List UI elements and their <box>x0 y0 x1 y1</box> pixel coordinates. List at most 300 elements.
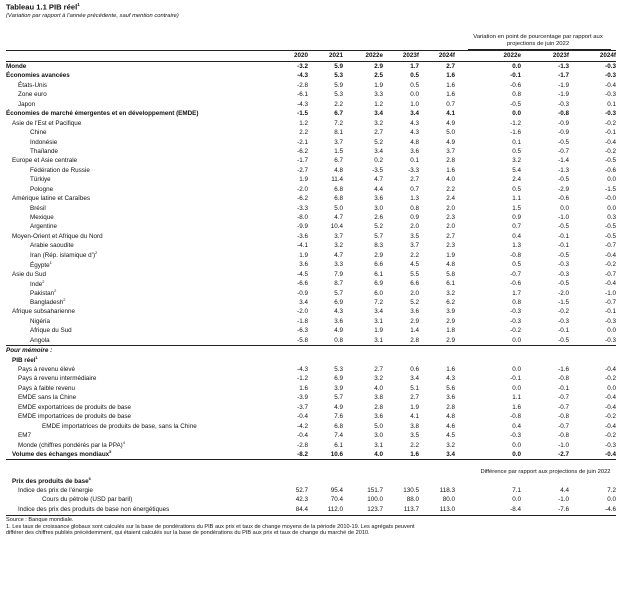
row-label <box>6 232 268 241</box>
value-cell: 3.9 <box>334 384 343 392</box>
value-cell: 2.2 <box>334 100 343 108</box>
diff-cell: 0.0 <box>512 384 521 392</box>
value-cell: 3.8 <box>410 422 419 430</box>
diff-cell: 0.4 <box>512 232 521 240</box>
row-label-text: Afrique du Sud <box>30 327 72 335</box>
diff-cell: -1.9 <box>558 91 569 99</box>
diff-cell: -0.6 <box>558 195 569 203</box>
value-cell: -1.8 <box>297 317 308 325</box>
diff-cell: -0.7 <box>605 242 616 250</box>
value-cell: -4.3 <box>297 100 308 108</box>
value-cell: -0.9 <box>297 289 308 297</box>
row-label <box>6 486 268 495</box>
value-cell: 1.6 <box>410 450 419 458</box>
row-label <box>6 260 268 269</box>
diff-cell: -0.2 <box>605 413 616 421</box>
row-label <box>6 166 268 175</box>
value-cell: 113.7 <box>403 505 419 513</box>
diff-cell: 0.5 <box>512 147 521 155</box>
value-cell: 5.0 <box>374 422 383 430</box>
table-row <box>6 270 616 279</box>
row-label-text: Indice des prix de l’énergie <box>18 486 93 494</box>
row-label-text: Monde (chiffres pondérés par la PPA) <box>18 442 123 450</box>
row-label <box>6 270 268 279</box>
value-cell: 3.2 <box>446 289 455 297</box>
value-cell: 5.0 <box>446 129 455 137</box>
diff-cell: -2.7 <box>558 450 569 458</box>
diff-cell: -0.8 <box>510 251 521 259</box>
value-cell: 4.8 <box>410 138 419 146</box>
value-cell: 5.7 <box>334 289 343 297</box>
value-cell: 1.6 <box>446 366 455 373</box>
value-cell: 3.7 <box>334 138 343 146</box>
value-cell: 4.6 <box>446 422 455 430</box>
diff-cell: 1.7 <box>512 289 521 297</box>
value-cell: 6.7 <box>334 110 343 118</box>
diff-cell: -1.0 <box>558 214 569 221</box>
table-row <box>6 166 616 175</box>
value-cell: 3.5 <box>410 432 419 440</box>
spacer <box>455 81 475 90</box>
value-cell: 2.9 <box>374 251 383 259</box>
value-cell: 5.3 <box>334 72 343 80</box>
table-row <box>6 505 616 514</box>
value-cell: 1.9 <box>374 327 383 335</box>
diff-cell: -2.0 <box>558 289 569 297</box>
footnote-1: 1. Les taux de croissance globaux sont calculés sur la base de pondérations du PIB aux prix et taux de change moyens de la période 2010-19. Les agrégats peuvent <box>6 523 415 530</box>
footnote-1-cont: différer des chiffres publiés précédemment, qui étaient calculés sur la base de pondérations du PIB aux prix et taux de change du marché de 2010. <box>6 530 370 537</box>
diff-cell: -0.3 <box>558 261 569 269</box>
diff-cell: 0.7 <box>512 223 521 231</box>
spacer <box>455 393 475 402</box>
value-cell: 4.1 <box>446 110 455 118</box>
row-label <box>6 431 268 440</box>
value-cell: 1.5 <box>334 147 343 155</box>
table-row <box>6 147 616 156</box>
value-cell: 5.8 <box>446 270 455 278</box>
diff-cell: -0.1 <box>558 242 569 250</box>
diff-cell: -1.2 <box>510 119 521 127</box>
value-cell: -2.1 <box>297 138 308 146</box>
value-cell: 3.1 <box>374 336 383 344</box>
value-cell: 0.7 <box>410 185 419 193</box>
diff-cell: 0.0 <box>512 336 521 344</box>
variation-underline <box>468 49 611 50</box>
diff-cell: -0.5 <box>558 223 569 231</box>
row-label-text: Amérique latine et Caraïbes <box>12 195 91 203</box>
year-header: 2022e <box>343 50 383 61</box>
spacer <box>455 147 475 156</box>
row-label <box>6 412 268 421</box>
diff-cell: -0.3 <box>605 441 616 449</box>
table-row <box>6 81 616 90</box>
value-cell: 5.1 <box>410 384 419 392</box>
row-label-text: Pologne <box>30 185 54 193</box>
value-cell: 4.0 <box>374 384 383 392</box>
table-row <box>6 251 616 260</box>
table-row <box>6 440 616 449</box>
value-cell: 8.3 <box>374 242 383 250</box>
value-cell: 4.8 <box>446 413 455 421</box>
value-cell: 42.3 <box>295 496 308 504</box>
value-cell: 4.9 <box>334 327 343 335</box>
table-row <box>6 307 616 316</box>
value-cell: 7.2 <box>374 298 383 306</box>
table-row <box>6 450 616 460</box>
value-cell: 1.3 <box>410 195 419 203</box>
row-label-text: Zone euro <box>18 91 47 99</box>
footnote-mark: 1 <box>49 260 52 265</box>
table-row <box>6 194 616 203</box>
diff-cell: -0.1 <box>605 308 616 316</box>
diff-cell: -0.6 <box>510 280 521 288</box>
value-cell: 2.6 <box>374 214 383 221</box>
row-label-text: EMDE importatrices de produits de base <box>18 413 132 421</box>
diff-cell: -0.5 <box>605 223 616 231</box>
value-cell: 2.9 <box>410 317 419 325</box>
diff-cell: 0.1 <box>512 138 521 146</box>
row-label <box>6 403 268 412</box>
value-cell: -6.2 <box>297 147 308 155</box>
row-label <box>6 317 268 326</box>
diff-header-row <box>6 460 616 477</box>
diff-cell: -0.5 <box>510 100 521 108</box>
row-label-text: Japon <box>18 100 36 108</box>
spacer <box>455 109 475 118</box>
value-cell: 3.4 <box>299 298 308 306</box>
value-cell: 2.2 <box>446 185 455 193</box>
row-label-text: EMDE importatrices de produits de base, sans la Chine <box>42 422 197 430</box>
value-cell: 3.4 <box>410 110 419 118</box>
diff-cell: -1.7 <box>558 72 569 80</box>
footnote-mark: 2 <box>54 288 57 293</box>
diff-cell: -0.3 <box>558 317 569 325</box>
table-row <box>6 365 616 374</box>
value-cell: -1.7 <box>297 157 308 165</box>
row-label <box>6 90 268 99</box>
row-label-text: Économies avancées <box>6 72 70 80</box>
table-row <box>6 61 616 71</box>
value-cell: 4.9 <box>446 138 455 146</box>
value-cell: -3.9 <box>297 394 308 402</box>
row-label <box>6 505 268 514</box>
diff-cell: 0.0 <box>560 204 569 212</box>
value-cell: -3.3 <box>408 166 419 174</box>
diff-cell: -0.5 <box>558 251 569 259</box>
value-cell: 2.4 <box>446 195 455 203</box>
value-cell: 2.8 <box>374 403 383 411</box>
spacer <box>455 450 475 460</box>
diff-cell: -0.1 <box>558 327 569 335</box>
row-label <box>6 175 268 184</box>
value-cell: -4.2 <box>297 422 308 430</box>
diff-cell: -0.7 <box>558 422 569 430</box>
value-cell: 6.9 <box>334 298 343 306</box>
row-label-text: Arabie saoudite <box>30 242 74 250</box>
diff-cell: -4.6 <box>605 505 616 513</box>
value-cell: 3.3 <box>334 261 343 269</box>
value-cell: 6.6 <box>374 261 383 269</box>
row-label <box>6 307 268 316</box>
diff-year-header: 2023f <box>521 50 569 61</box>
value-cell: 3.6 <box>334 317 343 325</box>
table-row <box>6 403 616 412</box>
table-row <box>6 203 616 212</box>
value-cell: 6.6 <box>410 280 419 288</box>
value-cell: 2.7 <box>419 61 455 71</box>
diff-cell: -0.2 <box>605 432 616 440</box>
diff-cell: -1.0 <box>558 441 569 449</box>
diff-cell: 1.3 <box>512 242 521 250</box>
diff-cell: -0.4 <box>605 81 616 89</box>
value-cell: 1.6 <box>446 81 455 89</box>
spacer <box>455 137 475 146</box>
diff-cell: 0.5 <box>512 185 521 193</box>
spacer <box>455 486 475 495</box>
value-cell: -8.0 <box>297 214 308 221</box>
row-label <box>6 203 268 212</box>
table-row <box>6 222 616 231</box>
value-cell: -2.0 <box>297 185 308 193</box>
diff-cell: 0.0 <box>512 450 521 458</box>
value-cell: 2.5 <box>374 72 383 80</box>
value-cell: 2.0 <box>446 204 455 212</box>
spacer <box>455 175 475 184</box>
diff-cell: -1.3 <box>558 166 569 174</box>
spacer <box>455 222 475 231</box>
header-blank <box>6 50 268 61</box>
diff-cell: -0.3 <box>558 270 569 278</box>
diff-cell: -0.4 <box>605 366 616 373</box>
diff-cell: 0.0 <box>475 61 521 71</box>
spacer <box>455 90 475 99</box>
value-cell: 70.4 <box>330 496 343 504</box>
diff-cell: 0.0 <box>512 441 521 449</box>
value-cell: -4.3 <box>297 366 308 373</box>
value-cell: 4.7 <box>374 176 383 184</box>
row-label-text: Brésil <box>30 204 46 212</box>
row-label-text: Asie de l’Est et Pacifique <box>12 119 82 127</box>
value-cell: 151.7 <box>367 486 383 494</box>
spacer <box>455 260 475 269</box>
spacer <box>455 326 475 335</box>
diff-cell: -0.4 <box>605 450 616 458</box>
value-cell: 3.2 <box>446 441 455 449</box>
row-label <box>6 495 268 504</box>
value-cell: 3.7 <box>446 147 455 155</box>
table-row <box>6 317 616 326</box>
value-cell: 1.6 <box>446 166 455 174</box>
diff-cell: -0.8 <box>558 375 569 383</box>
diff-cell: 1.5 <box>512 204 521 212</box>
diff-cell: -0.8 <box>558 432 569 440</box>
diff-cell: -0.8 <box>510 413 521 421</box>
diff-cell: 0.0 <box>512 496 521 504</box>
commodity-label-text: Prix des produits de base <box>12 477 89 485</box>
value-cell: 0.0 <box>410 91 419 99</box>
diff-cell: 0.0 <box>607 204 616 212</box>
year-header: 2021 <box>308 50 343 61</box>
row-label <box>6 81 268 90</box>
diff-cell: 1.1 <box>512 394 521 402</box>
diff-cell: -0.3 <box>569 61 616 71</box>
row-label <box>6 147 268 156</box>
diff-cell: -0.2 <box>605 261 616 269</box>
value-cell: 1.2 <box>299 119 308 127</box>
value-cell: 112.0 <box>327 505 343 513</box>
value-cell: 1.2 <box>374 100 383 108</box>
diff-cell: -0.6 <box>510 81 521 89</box>
diff-cell: 7.2 <box>607 486 616 494</box>
value-cell: 2.8 <box>446 157 455 165</box>
header-blank <box>6 460 475 477</box>
table-row <box>6 495 616 504</box>
row-label-text: Mexique <box>30 214 54 221</box>
row-label-text: Égypte <box>30 261 50 269</box>
value-cell: -2.0 <box>297 308 308 316</box>
year-header: 2020 <box>268 50 308 61</box>
value-cell: 3.6 <box>446 394 455 402</box>
footnote-source: Source : Banque mondiale. <box>6 517 74 524</box>
spacer <box>455 166 475 175</box>
spacer <box>455 203 475 212</box>
value-cell: 6.1 <box>334 441 343 449</box>
diff-cell: 0.0 <box>607 176 616 184</box>
value-cell: 8.1 <box>334 129 343 137</box>
row-label <box>6 109 268 118</box>
column-header-area <box>6 20 616 50</box>
spacer <box>455 317 475 326</box>
table-row <box>6 288 616 297</box>
value-cell: 1.9 <box>446 251 455 259</box>
value-cell: 4.5 <box>410 261 419 269</box>
spacer <box>455 307 475 316</box>
value-cell: 3.6 <box>374 413 383 421</box>
diff-cell: -0.9 <box>558 119 569 127</box>
spacer <box>455 213 475 222</box>
value-cell: 2.2 <box>299 129 308 137</box>
value-cell: -2.8 <box>297 441 308 449</box>
pib-reel-text: PIB réel <box>12 357 36 365</box>
value-cell: 2.2 <box>410 441 419 449</box>
table-row <box>6 109 616 118</box>
value-cell: 4.9 <box>334 403 343 411</box>
table-row <box>6 260 616 269</box>
value-cell: 100.0 <box>367 496 383 504</box>
diff-cell: -0.8 <box>558 110 569 118</box>
diff-cell: -0.5 <box>605 232 616 240</box>
row-label <box>6 119 268 128</box>
row-label-text: Thaïlande <box>30 147 59 155</box>
diff-cell: -0.1 <box>605 129 616 137</box>
diff-cell: -0.4 <box>605 280 616 288</box>
diff-cell: -8.4 <box>510 505 521 513</box>
value-cell: 2.0 <box>410 289 419 297</box>
value-cell: 3.7 <box>410 242 419 250</box>
spacer <box>455 505 475 514</box>
value-cell: 130.5 <box>403 486 419 494</box>
value-cell: 1.6 <box>446 72 455 80</box>
value-cell: 0.9 <box>410 214 419 221</box>
table-row <box>6 137 616 146</box>
row-label-text: EMDE sans la Chine <box>18 394 77 402</box>
pib-reel-label <box>6 355 616 364</box>
row-label-text: Pays à faible revenu <box>18 384 76 392</box>
value-cell: 2.0 <box>410 223 419 231</box>
value-cell: 5.2 <box>410 298 419 306</box>
value-cell: 3.4 <box>410 375 419 383</box>
diff-cell: -0.3 <box>605 110 616 118</box>
row-label-text: Afrique subsaharienne <box>12 308 76 316</box>
diff-cell: -0.3 <box>558 100 569 108</box>
value-cell: 1.7 <box>383 61 419 71</box>
value-cell: 10.6 <box>330 450 343 458</box>
value-cell: 5.3 <box>334 366 343 373</box>
diff-cell: -0.5 <box>558 336 569 344</box>
row-label-text: Volume des échanges mondiaux <box>12 451 110 459</box>
footnote-mark: 2 <box>42 278 45 284</box>
row-label-text: Bangladesh <box>30 299 64 307</box>
value-cell: 5.7 <box>334 394 343 402</box>
row-label <box>6 137 268 146</box>
diff-cell: 0.1 <box>607 100 616 108</box>
value-cell: 2.7 <box>446 232 455 240</box>
value-cell: 0.7 <box>446 100 455 108</box>
row-label <box>6 288 268 297</box>
diff-cell: -0.0 <box>605 195 616 203</box>
table-row <box>6 213 616 222</box>
value-cell: 1.9 <box>374 81 383 89</box>
row-label-text: Europe et Asie centrale <box>12 157 78 165</box>
row-label <box>6 393 268 402</box>
value-cell: 0.1 <box>410 157 419 165</box>
value-cell: 4.4 <box>374 185 383 193</box>
value-cell: -1.5 <box>297 110 308 118</box>
row-label <box>6 326 268 335</box>
value-cell: 0.8 <box>334 336 343 344</box>
diff-cell: 4.4 <box>560 486 569 494</box>
row-label <box>6 61 268 71</box>
value-cell: 11.4 <box>331 176 343 184</box>
value-cell: -9.9 <box>297 223 308 231</box>
diff-cell: -0.7 <box>558 147 569 155</box>
value-cell: 3.7 <box>334 232 343 240</box>
value-cell: 7.4 <box>334 432 343 440</box>
spacer <box>455 422 475 431</box>
value-cell: 1.0 <box>410 100 419 108</box>
value-cell: -2.7 <box>297 166 308 174</box>
value-cell: -3.3 <box>297 204 308 212</box>
diff-cell: -0.3 <box>510 432 521 440</box>
table-subtitle: (Variation par rapport à l’année précédente, sauf mention contraire) <box>6 13 179 20</box>
value-cell: 1.9 <box>299 251 308 259</box>
row-label-text: EM7 <box>18 432 31 440</box>
row-label <box>6 213 268 222</box>
row-label <box>6 222 268 231</box>
diff-cell: -0.5 <box>605 157 616 165</box>
diff-cell: -0.5 <box>558 280 569 288</box>
diff-cell: -1.6 <box>558 366 569 373</box>
diff-header: Différence par rapport aux projections de juin 2022 <box>475 460 616 477</box>
diff-cell: 1.1 <box>512 195 521 203</box>
table-row <box>6 100 616 109</box>
value-cell: 6.8 <box>334 185 343 193</box>
spacer <box>455 288 475 297</box>
value-cell: 3.2 <box>374 375 383 383</box>
value-cell: -6.1 <box>297 91 308 99</box>
value-cell: 2.7 <box>410 394 419 402</box>
table-row <box>6 279 616 288</box>
